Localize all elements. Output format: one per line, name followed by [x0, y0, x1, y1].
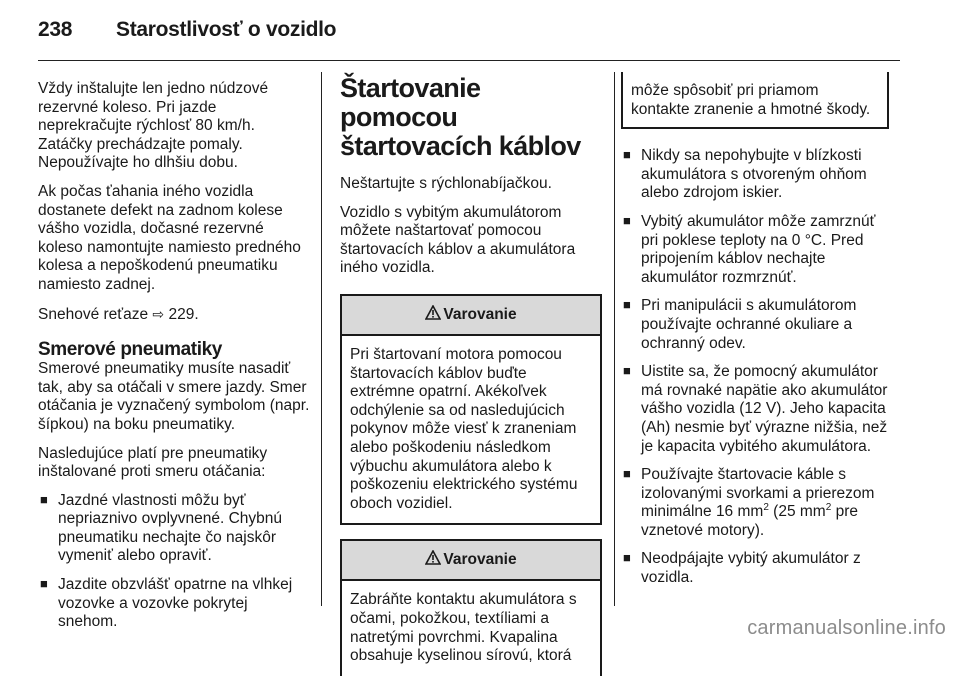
column-divider-1 — [321, 72, 322, 606]
page-number: 238 — [38, 18, 73, 41]
column-divider-2 — [614, 72, 615, 606]
bullet-square-icon: ■ — [40, 491, 48, 507]
bullet-square-icon: ■ — [623, 297, 631, 313]
bullet-square-icon: ■ — [40, 576, 48, 592]
warning-triangle-icon — [425, 550, 441, 571]
warning-box-1 — [340, 294, 602, 525]
warning-label: Varovanie — [443, 305, 517, 323]
section-heading-jump-start: Štartovanie pomocou štartovacích káblov — [340, 73, 581, 161]
snow-chains-ref[interactable]: 229. — [168, 305, 199, 323]
list-item: ■ Uistite sa, že pomocný akumulátor má rovnaké napätie ako akumulátor vášho vozidla (12 V). Jeho kapacita (Ah) nesmie byť výrazne nižšia, než je kapacita vybitého akumulátora. — [623, 363, 888, 455]
list-item: ■ Jazdné vlastnosti môžu byť nepriaznivo ovplyvnené. Chybnú pneumatiku nechajte čo najskôr vymeniť alebo opraviť. — [40, 491, 283, 565]
column-1 — [38, 80, 310, 642]
list-item: ■ Jazdite obzvlášť opatrne na vlhkej vozovke a vozovke pokrytej snehom. — [40, 576, 293, 631]
bullet-list-col1 — [38, 492, 310, 632]
warning-label: Varovanie — [443, 551, 517, 569]
warning-text: Zabráňte kontaktu akumulátora s očami, pokožkou, textíliami a natretými povrchmi. Kvapalina obsahuje kyselinou sírovú, ktorá — [350, 591, 577, 665]
warning-triangle-icon — [425, 305, 441, 326]
list-item: ■ Nikdy sa nepohybujte v blízkosti akumulátora s otvoreným ohňom alebo zdrojom iskier. — [623, 147, 867, 202]
warning-header — [342, 296, 600, 336]
paragraph-jump-start-intro: Vozidlo s vybitým akumulátorom môžete naštartovať pomocou štartovacích káblov a akumulátora iného vozidla. — [340, 203, 576, 277]
snow-chains-text: Snehové reťaze — [38, 305, 149, 323]
paragraph-towing-defect: Ak počas ťahania iného vozidla dostanete defekt na zadnom kolese vášho vozidla, dočasné rezervné koleso namontujte namiesto predného kolesa a nepoškodenú pneumatiku namiesto zadnej. — [38, 182, 301, 293]
bullet-square-icon: ■ — [623, 466, 631, 482]
paragraph-no-fast-charger: Neštartujte s rýchlonabíjačkou. — [340, 175, 552, 192]
list-item: ■ Používajte štartovacie káble s izolovanými svorkami a prierezom minimálne 16 $mm^2$ (25 $mm^2$ pre vznetové motory). — [623, 466, 875, 539]
bullet-square-icon: ■ — [623, 363, 631, 379]
column-2 — [340, 74, 602, 676]
bullet-square-icon: ■ — [623, 212, 631, 228]
chapter-title: Starostlivosť o vozidlo — [116, 18, 337, 41]
warning-box-2 — [340, 539, 602, 675]
list-item: ■ Vybitý akumulátor môže zamrznúť pri poklese teploty na 0 °C. Pred pripojením káblov nechajte akumulátor rozmrznúť. — [623, 212, 876, 286]
warning-header — [342, 541, 600, 581]
bullet-square-icon: ■ — [623, 550, 631, 566]
paragraph-spare-wheel: Vždy inštalujte len jedno núdzové rezervné koleso. Pri jazde neprekračujte rýchlosť 80 km/h. Zatáčky prechádzajte pomaly. Nepoužívajte ho dlhšiu dobu. — [38, 80, 269, 172]
warning-text: Pri štartovaní motora pomocou štartovacích káblov buďte extrémne opatrní. Akékoľvek odchýlenie sa od nasledujúcich pokynov môže viesť k zraneniam alebo poškodeniu následkom výbuchu akumulátora alebo k poškozeniu elektrického systému oboch vozidiel. — [350, 345, 578, 512]
list-item: ■ Neodpájajte vybitý akumulátor z vozidla. — [623, 550, 861, 587]
page-ref-arrow-icon: ⇨ — [152, 305, 165, 322]
column-3 — [621, 72, 889, 598]
bullet-square-icon: ■ — [623, 147, 631, 163]
header-rule — [38, 60, 900, 61]
paragraph-against-rotation: Nasledujúce platí pre pneumatiky inštalované proti smeru otáčania: — [38, 444, 268, 481]
paragraph-directional-tyres: Smerové pneumatiky musíte nasadiť tak, aby sa otáčali v smere jazdy. Smer otáčania je vyznačený symbolom (napr. šípkou) na boku pneumatiky. — [38, 360, 310, 433]
list-item: ■ Pri manipulácii s akumulátorom používajte ochranné okuliare a ochranný odev. — [623, 297, 857, 352]
watermark: carmanualsonline.info — [747, 617, 946, 639]
warning-box-2-continued: môže spôsobiť pri priamom kontakte zranenie a hmotné škody. — [621, 72, 889, 129]
section-heading-directional-tyres: Smerové pneumatiky — [38, 339, 222, 361]
bullet-list-col3 — [621, 147, 889, 587]
paragraph-snow-chains — [38, 305, 310, 325]
